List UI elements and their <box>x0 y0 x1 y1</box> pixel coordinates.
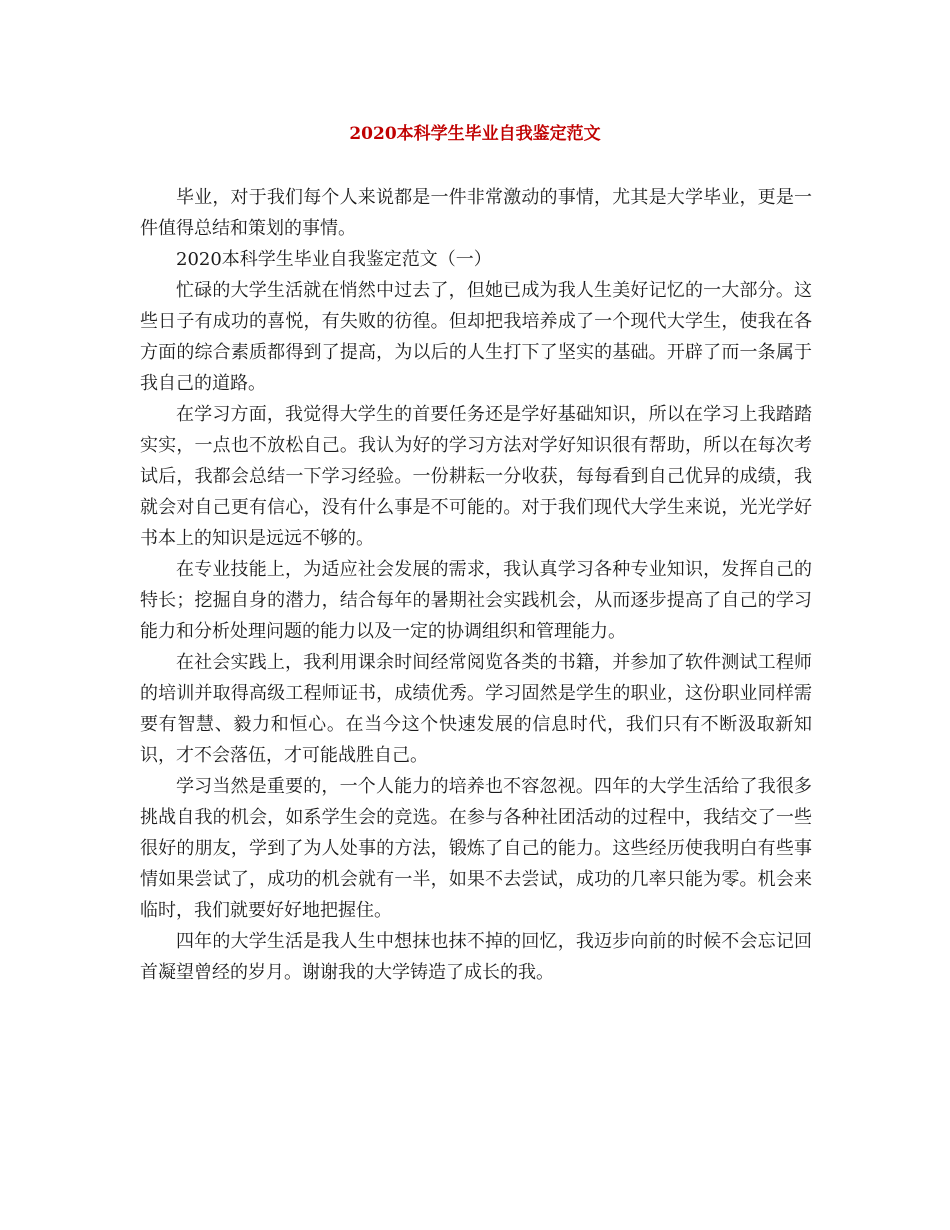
paragraph-college-life: 忙碌的大学生活就在悄然中过去了，但她已成为我人生美好记忆的一大部分。这些日子有成功的喜悦，有失败的彷徨。但却把我培养成了一个现代大学生，使我在各方面的综合素质都得到了提高，为以后的人生打下了坚实的基础。开辟了而一条属于我自己的道路。 <box>140 280 812 394</box>
section-heading: 2020本科学生毕业自我鉴定范文（一） <box>176 249 492 270</box>
paragraph-intro: 毕业，对于我们每个人来说都是一件非常激动的事情，尤其是大学毕业，更是一件值得总结和策划的事情。 <box>140 187 812 239</box>
paragraph-conclusion: 四年的大学生活是我人生中想抹也抹不掉的回忆，我迈步向前的时候不会忘记回首凝望曾经的岁月。谢谢我的大学铸造了成长的我。 <box>140 931 812 983</box>
document-body <box>140 182 812 988</box>
paragraph-social-practice: 在社会实践上，我利用课余时间经常阅览各类的书籍，并参加了软件测试工程师的培训并取得高级工程师证书，成绩优秀。学习固然是学生的职业，这份职业同样需要有智慧、毅力和恒心。在当今这个快速发展的信息时代，我们只有不断汲取新知识，才不会落伍，才可能战胜自己。 <box>140 652 812 766</box>
document-title: 2020本科学生毕业自我鉴定范文 <box>349 124 601 144</box>
paragraph-study: 在学习方面，我觉得大学生的首要任务还是学好基础知识，所以在学习上我踏踏实实，一点也不放松自己。我认为好的学习方法对学好知识很有帮助，所以在每次考试后，我都会总结一下学习经验。一份耕耘一分收获，每每看到自己优异的成绩，我就会对自己更有信心，没有什么事是不可能的。对于我们现代大学生来说，光光学好书本上的知识是远远不够的。 <box>140 404 812 549</box>
paragraph-professional-skills: 在专业技能上，为适应社会发展的需求，我认真学习各种专业知识，发挥自己的特长；挖掘自身的潜力，结合每年的暑期社会实践机会，从而逐步提高了自己的学习能力和分析处理问题的能力以及一定的协调组织和管理能力。 <box>140 559 812 642</box>
paragraph-ability: 学习当然是重要的，一个人能力的培养也不容忽视。四年的大学生活给了我很多挑战自我的机会，如系学生会的竞选。在参与各种社团活动的过程中，我结交了一些很好的朋友，学到了为人处事的方法，锻炼了自己的能力。这些经历使我明白有些事情如果尝试了，成功的机会就有一半，如果不去尝试，成功的几率只能为零。机会来临时，我们就要好好地把握住。 <box>140 776 812 921</box>
